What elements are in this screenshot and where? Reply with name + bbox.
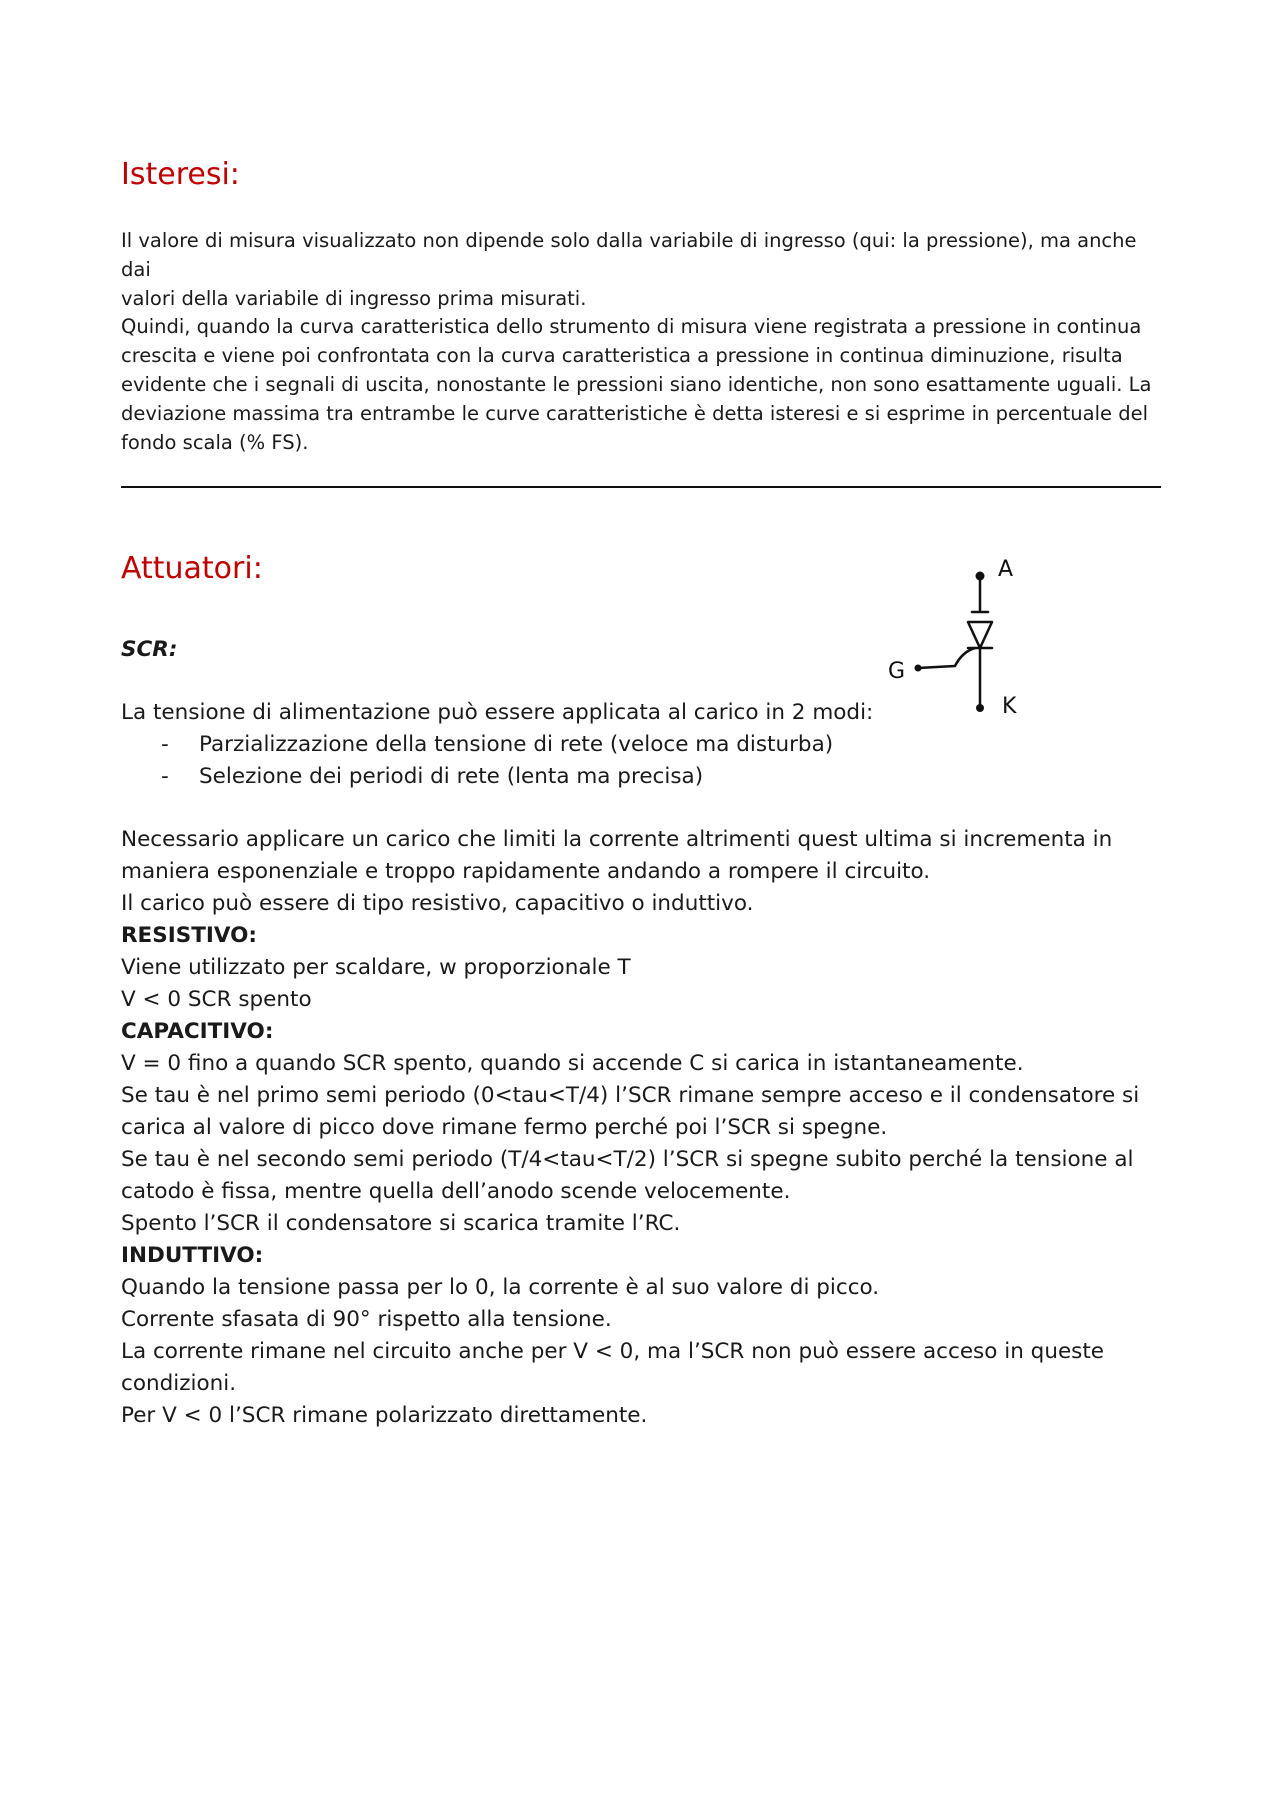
text-line: deviazione massima tra entrambe le curve caratteristiche è detta isteresi e si esprime in percentuale del <box>121 402 1148 425</box>
scr-symbol-drawing <box>880 548 1040 738</box>
text-line: valori della variabile di ingresso prima misurati. <box>121 287 587 310</box>
diode-triangle <box>968 622 992 648</box>
text-line: condizioni. <box>121 1371 237 1396</box>
text-line: Se tau è nel secondo semi periodo (T/4<tau<T/2) l’SCR si spegne subito perché la tensione al <box>121 1147 1134 1172</box>
gate-lead <box>918 648 975 668</box>
subheading-induttivo: INDUTTIVO: <box>121 1243 264 1268</box>
text-line: maniera esponenziale e troppo rapidamente andando a rompere il circuito. <box>121 859 931 884</box>
gate-terminal <box>915 665 922 672</box>
text-line: Quando la tensione passa per lo 0, la corrente è al suo valore di picco. <box>121 1275 880 1300</box>
list-item-text: Parzializzazione della tensione di rete (veloce ma disturba) <box>199 732 834 757</box>
isteresi-paragraph-2 <box>121 312 1161 457</box>
text-line: Il valore di misura visualizzato non dipende solo dalla variabile di ingresso (qui: la pressione), ma anche dai <box>121 229 1137 281</box>
label-cathode: K <box>1002 694 1017 719</box>
text-line: Quindi, quando la curva caratteristica dello strumento di misura viene registrata a pressione in continua <box>121 315 1142 338</box>
text-line: catodo è fissa, mentre quella dell’anodo scende velocemente. <box>121 1179 791 1204</box>
text-line: Il carico può essere di tipo resistivo, capacitivo o induttivo. <box>121 891 754 916</box>
list-item-text: Selezione dei periodi di rete (lenta ma precisa) <box>199 764 704 789</box>
text-line: V < 0 SCR spento <box>121 987 312 1012</box>
text-line: Viene utilizzato per scaldare, w proporzionale T <box>121 955 631 980</box>
text-line: crescita e viene poi confrontata con la curva caratteristica a pressione in continua diminuzione, risulta <box>121 344 1123 367</box>
bullet-dash: - <box>161 764 169 789</box>
bullet-dash: - <box>161 732 169 757</box>
subheading-capacitivo: CAPACITIVO: <box>121 1019 274 1044</box>
text-line: fondo scala (% FS). <box>121 431 309 454</box>
scr-intro: La tensione di alimentazione può essere applicata al carico in 2 modi: <box>121 700 874 725</box>
text-line: evidente che i segnali di uscita, nonostante le pressioni siano identiche, non sono esattamente uguali. La <box>121 373 1152 396</box>
section-title-isteresi: Isteresi: <box>121 157 240 192</box>
label-gate: G <box>888 659 906 684</box>
text-line: La corrente rimane nel circuito anche per V < 0, ma l’SCR non può essere acceso in queste <box>121 1339 1105 1364</box>
scr-subheading: SCR: <box>121 637 178 662</box>
cathode-terminal <box>976 704 984 712</box>
text-line: Corrente sfasata di 90° rispetto alla tensione. <box>121 1307 612 1332</box>
label-anode: A <box>998 557 1014 582</box>
text-line: V = 0 fino a quando SCR spento, quando si accende C si carica in istantaneamente. <box>121 1051 1024 1076</box>
horizontal-divider <box>121 486 1161 488</box>
anode-terminal <box>976 572 985 581</box>
isteresi-paragraph-1 <box>121 226 1161 313</box>
subheading-resistivo: RESISTIVO: <box>121 923 258 948</box>
section-title-attuatori: Attuatori: <box>121 551 263 586</box>
text-line: carica al valore di picco dove rimane fermo perché poi l’SCR si spegne. <box>121 1115 888 1140</box>
text-line: Necessario applicare un carico che limiti la corrente altrimenti quest ultima si incrementa in <box>121 827 1113 852</box>
text-line: Per V < 0 l’SCR rimane polarizzato direttamente. <box>121 1403 648 1428</box>
text-line: Spento l’SCR il condensatore si scarica tramite l’RC. <box>121 1211 681 1236</box>
text-line: Se tau è nel primo semi periodo (0<tau<T/4) l’SCR rimane sempre acceso e il condensatore si <box>121 1083 1140 1108</box>
